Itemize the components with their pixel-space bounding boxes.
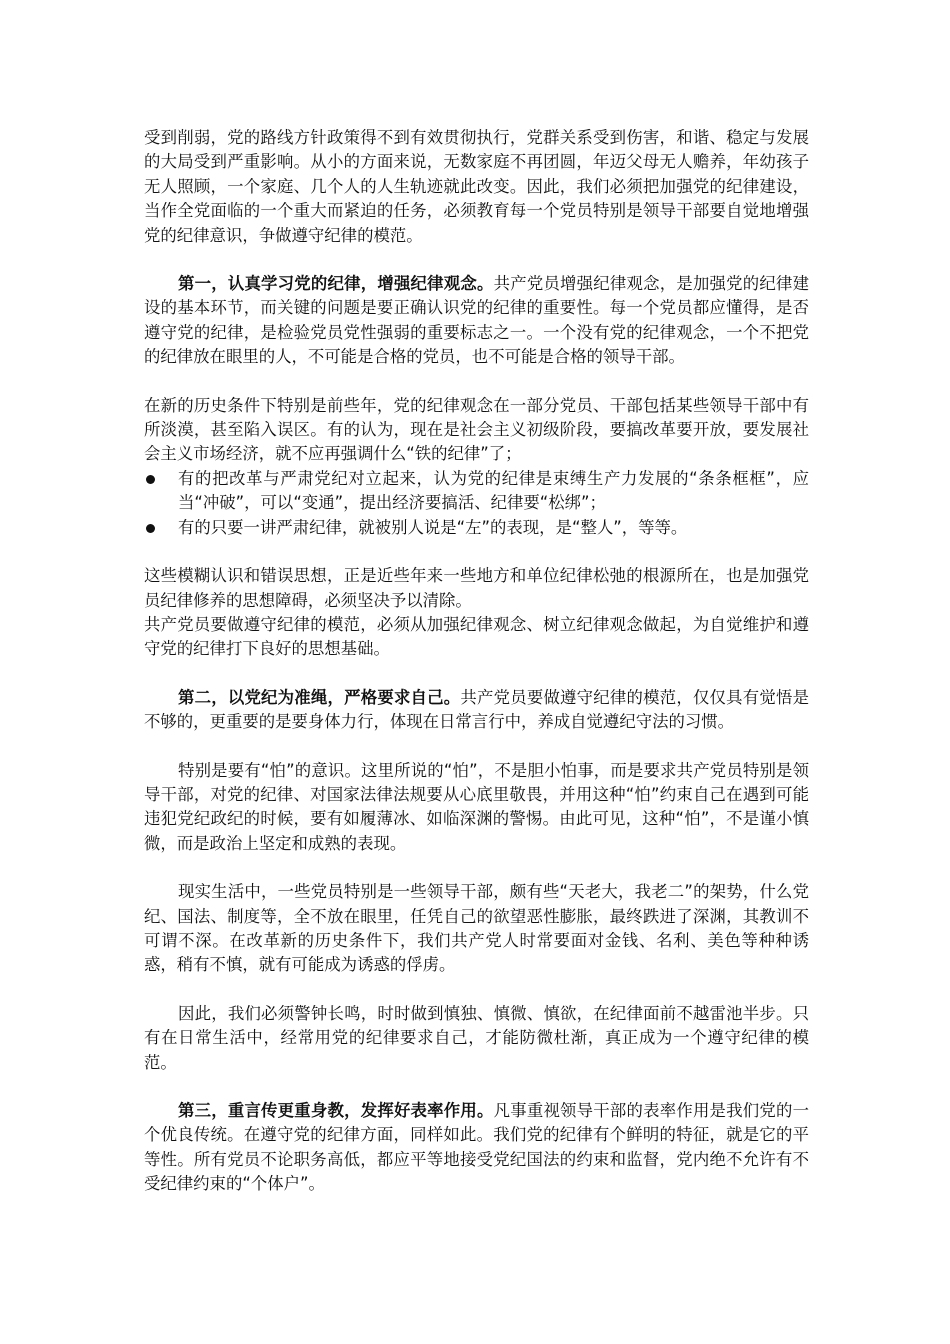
paragraph-gap — [144, 248, 809, 272]
bullet-item — [144, 467, 809, 516]
paragraph-gap — [144, 978, 809, 1002]
paragraph-second-point — [144, 686, 809, 735]
bullet-item-text: 有的把改革与严肃党纪对立起来，认为党的纪律是束缚生产力发展的“条条框框”，应当“冲破”，可以“变通”，提出经济要搞活、纪律要“松绑”； — [178, 468, 809, 513]
paragraph-gap — [144, 735, 809, 759]
paragraph-gap — [144, 370, 809, 394]
paragraph-gap — [144, 662, 809, 686]
heading-first-point: 第一，认真学习党的纪律，增强纪律观念。 — [178, 274, 494, 294]
bullet-item — [144, 516, 809, 540]
paragraph-first-point-text: 共产党员增强纪律观念，是加强党的纪律建设的基本环节，而关键的问题是要正确认识党的纪律的重要性。每一个党员都应懂得，是否遵守党的纪律，是检验党员党性强弱的重要标志之一。一个没有党的纪律观念，一个不把党的纪律放在眼里的人，不可能是合格的党员，也不可能是合格的领导干部。 — [144, 274, 809, 367]
paragraph-third-point — [144, 1099, 809, 1197]
heading-third-point: 第三，重言传更重身教，发挥好表率作用。 — [178, 1101, 494, 1120]
paragraph-first-point — [144, 272, 809, 370]
paragraph-intro: 受到削弱，党的路线方针政策得不到有效贯彻执行，党群关系受到伤害，和谐、稳定与发展的大局受到严重影响。从小的方面来说，无数家庭不再团圆，年迈父母无人赡养，年幼孩子无人照顾，一个家庭、几个人的人生轨迹就此改变。因此，我们必须把加强党的纪律建设，当作全党面临的一个重大而紧迫的任务，必须教育每一个党员特别是领导干部要自觉地增强党的纪律意识，争做遵守纪律的模范。 — [144, 128, 809, 245]
bullet-item-text: 有的只要一讲严肃纪律，就被别人说是“左”的表现，是“整人”，等等。 — [178, 517, 688, 537]
paragraph-gap — [144, 856, 809, 880]
paragraph-second-point-text: 共产党员要做遵守纪律的模范，仅仅具有觉悟是不够的，更重要的是要身体力行，体现在日常言行中，养成自觉遵纪守法的习惯。 — [144, 687, 810, 732]
document-page — [144, 126, 809, 1197]
paragraph-third-point-text: 凡事重视领导干部的表率作用是我们党的一个优良传统。在遵守党的纪律方面，同样如此。我们党的纪律有个鲜明的特征，就是它的平等性。所有党员不论职务高低，都应平等地接受党纪国法的约束和监督，党内绝不允许有不受纪律约束的“个体户”。 — [144, 1101, 809, 1194]
paragraph-foundation: 共产党员要做遵守纪律的模范，必须从加强纪律观念、树立纪律观念做起，为自觉维护和遵守党的纪律打下良好的思想基础。 — [144, 614, 809, 659]
paragraph-gap — [144, 540, 809, 564]
paragraph-reality: 现实生活中，一些党员特别是一些领导干部，颇有些“天老大，我老二”的架势，什么党纪、国法、制度等，全不放在眼里，任凭自己的欲望恶性膨胀，最终跌进了深渊，其教训不可谓不深。在改革新的历史条件下，我们共产党人时常要面对金钱、名利、美色等种种诱惑，稍有不慎，就有可能成为诱惑的俘虏。 — [144, 882, 809, 975]
bullet-icon — [146, 475, 155, 484]
paragraph-fear: 特别是要有“怕”的意识。这里所说的“怕”，不是胆小怕事，而是要求共产党员特别是领导干部，对党的纪律、对国家法律法规要从心底里敬畏，并用这种“怕”约束自己在遇到可能违犯党纪政纪的时候，要有如履薄冰、如临深渊的警惕。由此可见，这种“怕”，不是谨小慎微，而是政治上坚定和成熟的表现。 — [144, 760, 809, 853]
bullet-icon — [146, 524, 155, 533]
paragraph-errors: 这些模糊认识和错误思想，正是近些年来一些地方和单位纪律松弛的根源所在，也是加强党员纪律修养的思想障碍，必须坚决予以清除。 — [144, 566, 809, 610]
paragraph-misconceptions: 在新的历史条件下特别是前些年，党的纪律观念在一部分党员、干部包括某些领导干部中有所淡漠，甚至陷入误区。有的认为，现在是社会主义初级阶段，要搞改革要开放，要发展社会主义市场经济，就不应再强调什么“铁的纪律”了； — [144, 395, 809, 464]
paragraph-gap — [144, 1075, 809, 1099]
heading-second-point: 第二，以党纪为准绳，严格要求自己。 — [178, 687, 461, 707]
paragraph-alarm: 因此，我们必须警钟长鸣，时时做到慎独、慎微、慎欲，在纪律面前不越雷池半步。只有在日常生活中，经常用党的纪律要求自己，才能防微杜渐，真正成为一个遵守纪律的模范。 — [144, 1003, 809, 1072]
